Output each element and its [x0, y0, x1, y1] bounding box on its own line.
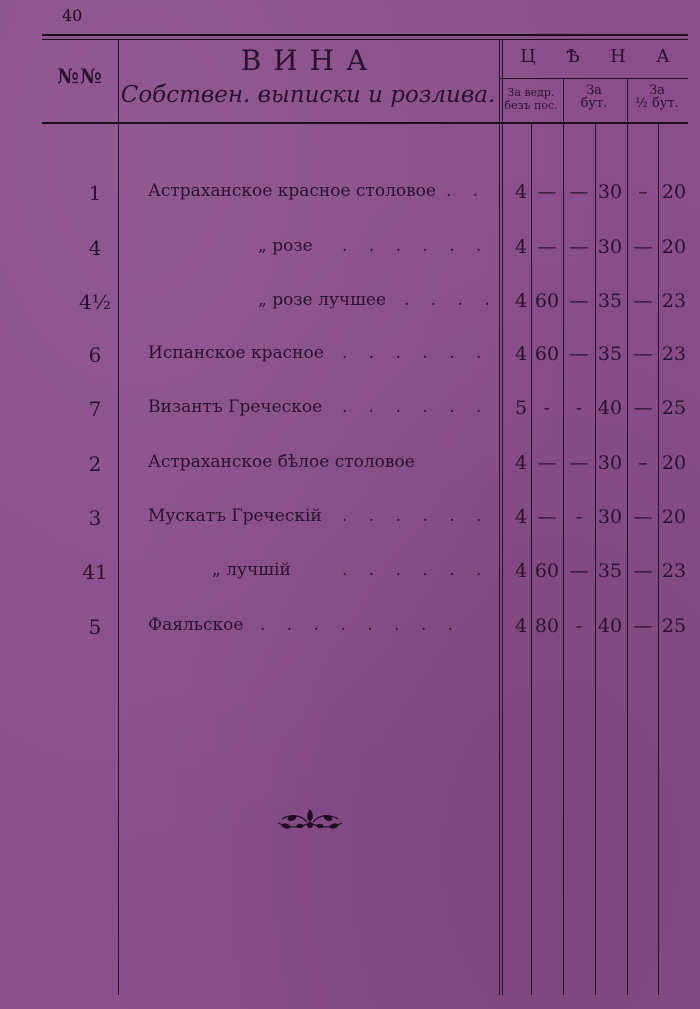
price-bottle-rub: —: [569, 343, 589, 365]
wine-name: Астраханское бѣлое столовое: [148, 452, 415, 472]
wine-row: [0, 343, 700, 373]
leader-dots: . . . . . .: [342, 506, 490, 526]
price-half-kop: 20: [661, 452, 687, 474]
wine-number: 1: [88, 181, 102, 205]
price-bottle-rub: —: [569, 236, 589, 258]
price-bottle-kop: 40: [597, 615, 623, 637]
wine-name: „ розе: [258, 236, 313, 256]
header-bottom-rule: [42, 122, 688, 124]
wine-name: Испанское красное: [148, 343, 324, 363]
price-half-kop: 23: [661, 343, 687, 365]
price-bucket-kop: —: [537, 181, 557, 203]
price-half-kop: 25: [661, 615, 687, 637]
price-per-bucket-line2: безъ пос.: [504, 99, 558, 112]
price-bucket-rub: 4: [514, 181, 528, 203]
leader-dots: . . . . . .: [342, 397, 490, 417]
price-bucket-rub: 5: [514, 397, 528, 419]
price-title-letter: Ѣ: [566, 46, 580, 67]
leader-dots: . . . . . . . .: [260, 615, 462, 635]
price-bucket-rub: 4: [514, 236, 528, 258]
price-bottle-kop: 30: [597, 452, 623, 474]
price-half-kop: 20: [661, 506, 687, 528]
wine-row: [0, 236, 700, 266]
price-half-rub: —: [633, 615, 653, 637]
price-bucket-rub: 4: [514, 290, 528, 312]
wine-name: Астраханское красное столовое: [148, 181, 436, 201]
wine-title: ВИНА: [240, 44, 380, 77]
page-number: 40: [62, 6, 83, 25]
wine-number: 4½: [78, 290, 112, 314]
wine-row: [0, 506, 700, 536]
wine-name: „ лучшій: [212, 560, 291, 580]
price-half-kop: 23: [661, 560, 687, 582]
price-half-rub: —: [633, 343, 653, 365]
wine-number: 6: [88, 343, 102, 367]
price-per-half-bottle-line1: За: [649, 83, 665, 98]
price-per-bottle-header: [563, 84, 625, 110]
price-per-bottle-line2: бут.: [580, 96, 608, 111]
wine-row: [0, 560, 700, 590]
wine-name: „ розе лучшее: [258, 290, 387, 310]
wine-row: [0, 615, 700, 645]
wine-number: 4: [88, 236, 102, 260]
price-bucket-kop: —: [537, 506, 557, 528]
price-half-kop: 20: [661, 236, 687, 258]
wine-subtitle: Собствен. выписки и розлива.: [120, 82, 496, 108]
price-bucket-rub: 4: [514, 560, 528, 582]
wine-name: Мускатъ Греческій: [148, 506, 322, 526]
price-bottle-rub: —: [569, 181, 589, 203]
column-rule-bottle-end: [627, 78, 628, 995]
price-half-rub: —: [633, 290, 653, 312]
price-half-kop: 20: [661, 181, 687, 203]
price-half-rub: —: [633, 506, 653, 528]
leader-dots: . . . .: [404, 290, 498, 310]
price-half-rub: —: [633, 236, 653, 258]
price-bucket-rub: 4: [514, 615, 528, 637]
wine-number: 7: [88, 397, 102, 421]
price-bottle-kop: 35: [597, 343, 623, 365]
leader-dots: . . . . . .: [342, 560, 490, 580]
top-rule: [42, 34, 688, 36]
price-bucket-rub: 4: [514, 452, 528, 474]
price-half-rub: —: [633, 560, 653, 582]
top-rule-thin: [42, 39, 688, 40]
wine-row: [0, 181, 700, 211]
leader-dots: . .: [446, 181, 487, 201]
price-title-letter: А: [656, 46, 670, 67]
price-bottle-rub: —: [569, 452, 589, 474]
leader-dots: . . . . . .: [342, 343, 490, 363]
wine-row: [0, 452, 700, 482]
price-bucket-rub: 4: [514, 506, 528, 528]
leader-dots: . . . . . .: [342, 236, 490, 256]
column-rule-bucket-end: [563, 78, 564, 995]
price-bottle-kop: 35: [597, 560, 623, 582]
wine-number: 3: [88, 506, 102, 530]
price-bottle-rub: -: [575, 397, 583, 419]
floral-ornament-icon: [274, 806, 346, 832]
number-column-header: №№: [57, 64, 103, 88]
price-per-bucket-line1: За ведр.: [507, 86, 555, 99]
price-bucket-kop: —: [537, 236, 557, 258]
wine-number: 2: [88, 452, 102, 476]
price-bucket-kop: 80: [534, 615, 560, 637]
price-bottle-kop: 30: [597, 181, 623, 203]
price-bucket-kop: 60: [534, 560, 560, 582]
wine-number: 5: [88, 615, 102, 639]
price-per-bucket-header: [500, 86, 562, 112]
price-bucket-rub: 4: [514, 343, 528, 365]
price-bottle-kop: 30: [597, 236, 623, 258]
price-title-letter: Н: [610, 46, 626, 67]
price-per-half-bottle-line2: ½ бут.: [635, 96, 679, 111]
price-bottle-rub: —: [569, 290, 589, 312]
price-bottle-kop: 30: [597, 506, 623, 528]
price-half-rub: –: [638, 181, 648, 203]
price-bucket-kop: -: [543, 397, 551, 419]
price-half-kop: 25: [661, 397, 687, 419]
price-bucket-kop: 60: [534, 290, 560, 312]
price-bucket-kop: 60: [534, 343, 560, 365]
wine-name: Фаяльское: [148, 615, 244, 635]
price-half-rub: —: [633, 397, 653, 419]
price-per-bottle-line1: За: [586, 83, 602, 98]
wine-number: 41: [82, 560, 108, 584]
price-subheader-rule: [500, 78, 688, 79]
price-half-rub: –: [638, 452, 648, 474]
price-bottle-rub: -: [575, 506, 583, 528]
wine-name: Византъ Греческое: [148, 397, 323, 417]
price-bottle-rub: —: [569, 560, 589, 582]
price-title-letter: Ц: [520, 46, 536, 67]
price-bucket-kop: —: [537, 452, 557, 474]
price-title: [505, 46, 685, 67]
price-bottle-rub: -: [575, 615, 583, 637]
wine-row: [0, 290, 700, 320]
wine-row: [0, 397, 700, 427]
price-bottle-kop: 40: [597, 397, 623, 419]
price-per-half-bottle-header: [626, 84, 688, 110]
price-half-kop: 23: [661, 290, 687, 312]
price-bottle-kop: 35: [597, 290, 623, 312]
